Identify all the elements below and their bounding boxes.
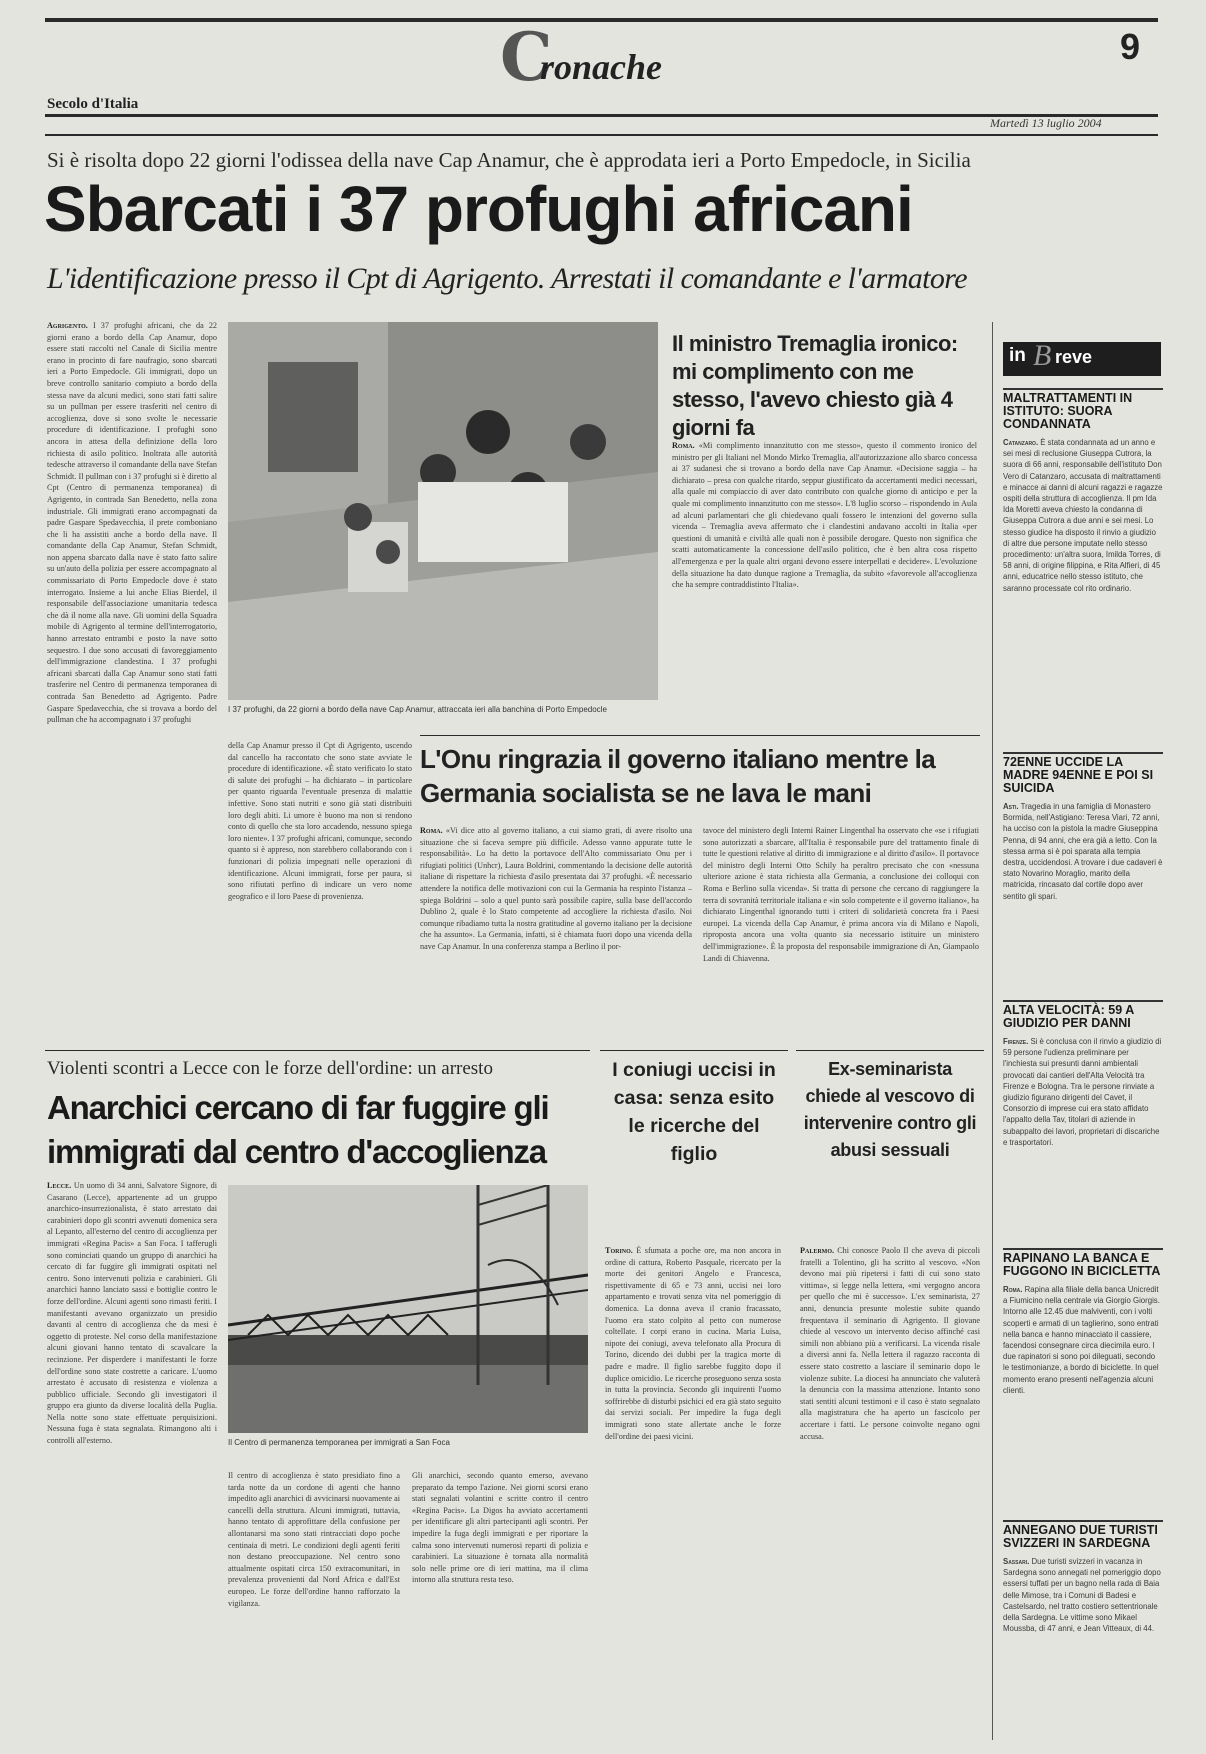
brief-1-dateline: Catanzaro. <box>1003 438 1039 447</box>
in-breve-b: B <box>1033 339 1052 372</box>
brief-3-title: ALTA VELOCITÀ: 59 A GIUDIZIO PER DANNI <box>1003 1003 1134 1030</box>
main-kicker: Si è risolta dopo 22 giorni l'odissea della nave Cap Anamur, che è approdata ieri a Porto Empedocle, in Sicilia <box>47 148 971 172</box>
paper-name: Secolo d'Italia <box>47 96 139 112</box>
lecce-rule <box>45 1050 590 1051</box>
brief-4-title: RAPINANO LA BANCA E FUGGONO IN BICICLETTA <box>1003 1251 1161 1278</box>
brief-3 <box>1003 1000 1163 1226</box>
lecce-col2 <box>228 1470 400 1738</box>
lecce-photo <box>228 1185 588 1433</box>
brief-4-dateline: Roma. <box>1003 1285 1023 1294</box>
onu-col1-text: «Vi dice atto al governo italiano, a cui siamo grati, di avere risolto una situazione che si faceva sempre più difficile. Adesso vanno appurate tutte le responsabilità». Lo ha detto la portavoce dell'Alto commissariato Onu per i rifugiati politici (Unhcr), Laura Boldrini, commentando la decisione delle autorità italiane di rispettare la richiesta d'asilo presentata dai 37 profughi. «È necessario attendere la notifica delle motivazioni con cui la Germania ha respinto l'istanza – spiega Boldrini – solo a quel punto sarà possibile capire, sulla base dell'accordo Dublino 2, quale è lo Stato competente ad accogliere la richiesta d'asilo. Noi comunque ribadiamo tutta la nostra gratitudine al governo italiano per la decisione che ha assunto». La Germania, infatti, si è chiamata fuori dopo una vicenda della nave Cap Anamur. In una conferenza stampa a Berlino il por- <box>420 826 692 951</box>
brief-5-body: Due turisti svizzeri in vacanza in Sardegna sono annegati nel pomeriggio dopo essersi tuffati per un bagno nella rada di Baia delle Mimose, tra i Comuni di Badesi e Castelsardo, nel tratto costiero settentrionale della Sardegna. Le vittime sono Mikael Moussba, di 47 anni, e Jean Vitteaux, di 44. <box>1003 1557 1161 1634</box>
brief-1-title: MALTRATTAMENTI IN ISTITUTO: SUORA CONDANNATA <box>1003 391 1133 431</box>
section-initial: C <box>500 18 553 96</box>
lecce-headline: Anarchici cercano di far fuggire gli immigrati dal centro d'accoglienza <box>47 1089 549 1170</box>
lecce-col1-text: Un uomo di 34 anni, Salvatore Signore, di Casarano (Lecce), appartenente ad un gruppo anarchico-insurrezionalista, è stato arrestato dai carabinieri dopo gli scontri avvenuti domenica sera al Lepanto, all'esterno del centro di accoglienza per immigrati «Regina Pacis» a San Foca. I tafferugli sono cominciati quando un gruppo di anarchici ha cercato di far fuggire gli immigrati ospitati nel centro. Sono intervenuti polizia e carabinieri. Gli anarchici hanno lanciato sassi e bottiglie contro le forze dell'ordine. Alcuni agenti sono rimasti feriti. I manifestanti avevano organizzato un presidio davanti al centro di accoglienza che da mesi è oggetto di proteste. Nel corso della manifestazione alcuni giovani hanno tentato di scavalcare la recinzione. Per disperdere i manifestanti le forze dell'ordine sono state costrette a caricare. L'uomo arrestato è accusato di resistenza e violenza a pubblico ufficiale. Secondo gli investigatori il gruppo era giunto da diverse località della Puglia. Nella notte sono state effettuate perquisizioni. Nessuna fuga è stata segnalata. Rimangono alti i controlli all'esterno. <box>47 1181 217 1446</box>
coniugi-headline: I coniugi uccisi in casa: senza esito le ricerche del figlio <box>612 1059 776 1165</box>
lecce-kicker: Violenti scontri a Lecce con le forze dell'ordine: un arresto <box>47 1058 493 1079</box>
section-name: ronache <box>540 47 663 87</box>
brief-2-body: Tragedia in una famiglia di Monastero Bormida, nell'Astigiano: Teresa Viari, 72 anni, ha ucciso con la pistola la madre Giuseppina Penna, di 94 anni, che era già a letto. Con la stessa arma si è poi sparata alla tempia destra, uccidendosi. A trovare i due cadaveri è stato Novarino Moraglio, marito della matricida, rincasato dal cortile dopo aver sentito gli spari. <box>1003 802 1163 901</box>
onu-rule <box>420 735 980 736</box>
in-breve-header <box>1003 339 1161 376</box>
seminarista-headline: Ex-seminarista chiede al vescovo di intervenire contro gli abusi sessuali <box>803 1059 977 1160</box>
tremaglia-text <box>672 440 977 700</box>
tremaglia-body: «Mi complimento innanzitutto con me stesso», questo il commento ironico del ministro per gli Italiani nel Mondo Mirko Tremaglia, all'autorizzazione allo sbarco concessa ai 37 sudanesi che si trovano a bordo della nave Cap Anamur. «Decisione saggia – ha dichiarato – presa con qualche ritardo, seppur giustificato da accertamenti medici necessari, alla quale mi compiaccio di aver dato contributo con qualche giorno di anticipo e per la quale mi complimento innanzitutto con me stesso». L'8 luglio scorso – rispondendo in Aula ad alcuni parlamentari che gli chiedevano quali fossero le intenzioni del governo sulla vicenda – Tremaglia aveva affermato che i clandestini andavano accolti in Italia «per questioni di umanità e civiltà alle quali non è possibile derogare. Questo non significa che scatti automaticamente la concessione dell'asilo politico, che è ben altra cosa rispetto all'emergenza e per la quale altri organi devono essere interpellati e decidere». L'evoluzione della situazione ha dato dunque ragione a Tremaglia, da subito «favorevole all'accoglienza che ha sempre contraddistinto l'Italia». <box>672 441 977 590</box>
main-photo-caption: I 37 profughi, da 22 giorni a bordo della nave Cap Anamur, attraccata ieri alla banchina di Porto Empedocle <box>228 705 607 714</box>
brief-5 <box>1003 1520 1163 1716</box>
seminarista-dateline: Palermo. <box>800 1246 835 1255</box>
main-headline: Sbarcati i 37 profughi africani <box>44 173 913 245</box>
in-breve-rule <box>992 322 993 1740</box>
page-number: 9 <box>1120 26 1141 67</box>
date-rule <box>45 134 1158 136</box>
main-col1-text: I 37 profughi africani, che da 22 giorni erano a bordo della Cap Anamur, dopo essere stati raccolti nel Canale di Sicilia mentre erano in procinto di fare naufragio, sono sbarcati ieri a Porto Empedocle. Gli immigrati, dopo un breve controllo sanitario compiuto a bordo della stessa nave da alcuni medici, sono stati fatti salire su un pullman per essere trasferiti nel centro di accoglienza, dove si sono svolte le necessarie procedure di identificazione. I profughi sono ancora in attesa della definizione della loro richiesta di asilo politico. Inoltrata alle autorità tedesche attraverso il comandante della nave Stefan Schmidt. Il pullman con i 37 profughi si è diretto al Cpt (Centro di permanenza temporanea) di Agrigento, in contrada San Benedetto, nella zona industriale. Gli immigrati erano accompagnati da padre Gaspare Spedavecchia, il prete comboniano che li ha assistiti anche a bordo della nave. Il comandante della Cap Anamur, Stefan Schmidt, non appena sbarcato dalla nave è stato fatto salire su un'auto della polizia per essere accompagnato al commissariato di Porto Empedocle dove è stato interrogato. Insieme a lui anche Elias Bierdel, il responsabile dell'associazione umanitaria tedesca che dà il nome alla nave. Gli uomini della Squadra mobile di Agrigento al termine dell'interrogatorio, hanno arrestato entrambi e posto la nave sotto sequestro. I due sono accusati di favoreggiamento dell'immigrazione clandestina. I 37 profughi africani sbarcati dalla Cap Anamur sono stati fatti trasferire nel Centro di permanenza temporanea di contrada San Benedetto ad Agrigento. Padre Gaspare Spedavecchia, che si trovava a bordo del pullman che ha accompagnato i 37 profughi <box>47 321 217 725</box>
brief-1-body: È stata condannata ad un anno e sei mesi di reclusione Giuseppa Cutrora, la suora di 66 anni, responsabile dell'istituto Don Vero di Catanzaro, accusata di maltrattamenti e minacce ai danni di alcuni ragazzi e ragazze ospiti della struttura di accoglienza. Il pm Ida Ida Moretti aveva chiesto la condanna di Giuseppa Cutrora a due anni e sei mesi. Lo stesso giudice ha disposto il rinvio a giudizio di altre due persone imputate nello stesso procedimento: un'altra suora, Imilda Torres, di 58 anni, di origine filippina, e Rita Alfieri, di 45 anni, educatrice nello stesso istituto, che saranno processate col rito ordinario. <box>1003 438 1163 593</box>
brief-5-title: ANNEGANO DUE TURISTI SVIZZERI IN SARDEGNA <box>1003 1523 1158 1550</box>
main-col2-text: della Cap Anamur presso il Cpt di Agrigento, uscendo dal cancello ha raccontato che sono state avviate le procedure di identificazione. «È stato verificato lo stato di salute dei profughi – ha dichiarato – in particolare per quanto riguarda l'eventuale presenza di malattie infettive. Sono stati nutriti e sono già stati distribuiti loro degli abiti. Li umore è buono ma non si rendono conto di quello che sta loro accadendo, nessuno spiega loro niente». I 37 profughi africani, comunque, secondo quanto si è appreso, non starebbero collaborando con i funzionari di polizia impegnati nelle operazioni di identificazione. Alcuni immigrati, forse per paura, si sono rifiutati perfino di indicare un vero nome geografico e il loro Paese di provenienza. <box>228 741 412 901</box>
lecce-photo-caption: Il Centro di permanenza temporanea per immigrati a San Foca <box>228 1438 450 1447</box>
brief-1 <box>1003 388 1163 737</box>
in-breve-in: in <box>1009 345 1026 366</box>
coniugi-body: È sfumata a poche ore, ma non ancora in ordine di cattura, Roberto Pasquale, ricercato per la morte dei genitori Angelo e Francesca, rispettivamente di 65 e 73 anni, uccisi nei loro appartamento e trovati senza vita nel pomeriggio di domenica. La donna aveva il cranio fracassato, l'uomo era stato colpito al petto con numerose coltellate. I corpi erano in cucina. Maria Luisa, nipote dei coniugi, aveva telefonato alla Procura di Torino, dicendo dei dubbi per la tragica morte di padre e madre. Il figlio sarebbe fuggito dopo il duplice omicidio. Le ricerche proseguono senza sosta in tutta la provincia. Secondo gli inquirenti l'uomo soffrirebbe di disturbi psichici ed era già stato seguito dai servizi sociali. Per impedire la fuga degli immigrati sono state allertate anche le forze dell'ordine dei paesi vicini. <box>605 1246 781 1441</box>
immigration-center-image <box>228 1185 588 1433</box>
tremaglia-headline: Il ministro Tremaglia ironico: mi complimento con me stesso, l'avevo chiesto già 4 giorni fa <box>672 331 958 440</box>
brief-3-dateline: Firenze. <box>1003 1037 1029 1046</box>
coniugi-text <box>605 1245 781 1738</box>
brief-2-title: 72ENNE UCCIDE LA MADRE 94ENNE E POI SI SUICIDA <box>1003 755 1154 795</box>
coniugi-dateline: Torino. <box>605 1246 633 1255</box>
brief-2-dateline: Asti. <box>1003 802 1019 811</box>
main-subhead: L'identificazione presso il Cpt di Agrigento. Arrestati il comandante e l'armatore <box>47 262 967 295</box>
brief-5-text <box>1003 1556 1163 1716</box>
seminarista-rule <box>796 1050 984 1051</box>
brief-4-text <box>1003 1284 1163 1499</box>
section-logo <box>500 18 720 96</box>
seminarista-text <box>800 1245 980 1738</box>
lecce-col3 <box>412 1470 588 1738</box>
lecce-col3-text: Gli anarchici, secondo quanto emerso, avevano preparato da tempo l'azione. Nei giorni scorsi erano stati segnalati volantini e scritte contro il centro «Regina Pacis». La Digos ha avviato accertamenti per identificare gli altri partecipanti agli scontri. Per impedire la fuga degli immigrati e per riportare la calma sono intervenuti numerosi reparti di polizia e carabinieri. La situazione è tornata alla normalità solo nelle prime ore di ieri mattina, ma il clima intorno alla struttura resta teso. <box>412 1471 588 1585</box>
issue-date: Martedì 13 luglio 2004 <box>990 116 1102 130</box>
onu-dateline: Roma. <box>420 826 443 835</box>
onu-headline: L'Onu ringrazia il governo italiano mentre la Germania socialista se ne lava le mani <box>420 744 936 808</box>
brief-4-body: Rapina alla filiale della banca Unicredit a Fiumicino nella centrale via Giorgio Giorgis. Intorno alle 12.45 due malviventi, con i volti scoperti e armati di un taglierino, sono entrati nella banca e hanno minacciato il cassiere, facendosi consegnare circa diecimila euro. I due rapinatori si sono poi dileguati, secondo le testimonianze, a bordo di biciclette. In quel momento erano presenti nell'agenzia alcuni clienti. <box>1003 1285 1160 1395</box>
lecce-col2-text: Il centro di accoglienza è stato presidiato fino a tarda notte da un cordone di agenti che hanno impedito agli anarchici di avvicinarsi nuovamente ai cancelli della struttura. Alcuni immigrati, tuttavia, hanno tentato di approfittare della confusione per allontanarsi ma sono stati rintracciati dopo poche centinaia di metri. Le condizioni degli agenti feriti non destano preoccupazione. Nel centro sono attualmente ospitati circa 150 extracomunitari, in prevalenza provenienti dal Nord Africa e dall'Est europeo. Le forze dell'ordine hanno rafforzato la vigilanza. <box>228 1471 400 1608</box>
brief-3-text <box>1003 1036 1163 1226</box>
brief-2-text <box>1003 801 1163 997</box>
lecce-col1 <box>47 1180 217 1738</box>
brief-3-body: Si è conclusa con il rinvio a giudizio di 59 persone l'udienza preliminare per l'inchiesta sui presunti danni ambientali provocati dai cantieri dell'Alta Velocità tra Firenze e Bologna. Tra le persone rinviate a giudizio figurano dirigenti del Cavet, il Consorzio di imprese cui era stato affidato l'appalto della Tav, titolari di aziende in subappalto dei lavori, proprietari di discariche e trasportatori. <box>1003 1037 1162 1147</box>
brief-5-dateline: Sassari. <box>1003 1557 1030 1566</box>
top-rule <box>45 18 1158 22</box>
refugees-on-ship-image <box>228 322 658 700</box>
brief-1-text <box>1003 437 1163 737</box>
coniugi-rule <box>600 1050 788 1051</box>
brief-4 <box>1003 1248 1163 1499</box>
in-breve-rest: reve <box>1055 347 1093 367</box>
tremaglia-dateline: Roma. <box>672 441 695 450</box>
brief-2 <box>1003 752 1163 997</box>
main-dateline: Agrigento. <box>47 321 88 330</box>
seminarista-body: Chi conosce Paolo Il che aveva di piccoli fratelli a Tolentino, gli ha scritto al vescovo. «Non devono mai più ripetersi i fatti di cui sono stato vittima», si legge nella lettera, «mi vergogno ancora per quello che mi è successo». L'ex seminarista, 27 anni, denuncia presunte molestie subite quando frequentava il seminario di Agrigento. Il giovane chiede al vescovo un intervento deciso affinché casi simili non abbiano più a verificarsi. La vicenda risale a diversi anni fa. Nella lettera il ragazzo racconta di essere stato costretto a lasciare il seminario dopo le violenze subite. La diocesi ha annunciato che valuterà la denuncia con la massima attenzione. Intanto sono stati sentiti alcuni testimoni e il caso è stato segnalato alla magistratura che ha aperto un fascicolo per accertare i fatti. Le persone coinvolte negano ogni accusa. <box>800 1246 980 1441</box>
lecce-dateline: Lecce. <box>47 1181 72 1190</box>
main-photo <box>228 322 658 700</box>
onu-col2-text: tavoce del ministero degli Interni Rainer Lingenthal ha osservato che «se i rifugiati sono autorizzati a sbarcare, all'Italia è responsabile pure del trattamento finale di tutte le questioni relative al diritto di immigrazione e al diritto d'asilo». Il portavoce del ministro degli Interni Otto Schily ha peraltro precisato che con «nessuna ulteriore azione è stata richiesta alla Germania, a conclusione dei colloqui con Roma e Berlino sulla vicenda». Si tratta di persone che cercano di raggiungere la terra di sovranità territoriale italiana e «in solo competente e il governo italiano», ha dichiarato Lingenthal ignorando tutti i criteri di solidarietà concreta fra i Paesi europei. La vicenda della Cap Anamur, è prima ancora via di Milano e Napoli, riproposta ancora una volta quanto sia necessario istituire un ministero dell'immigrazione». È la proposta del responsabile immigrazione di An, Giampaolo Landi di Chiavenna. <box>703 826 979 963</box>
